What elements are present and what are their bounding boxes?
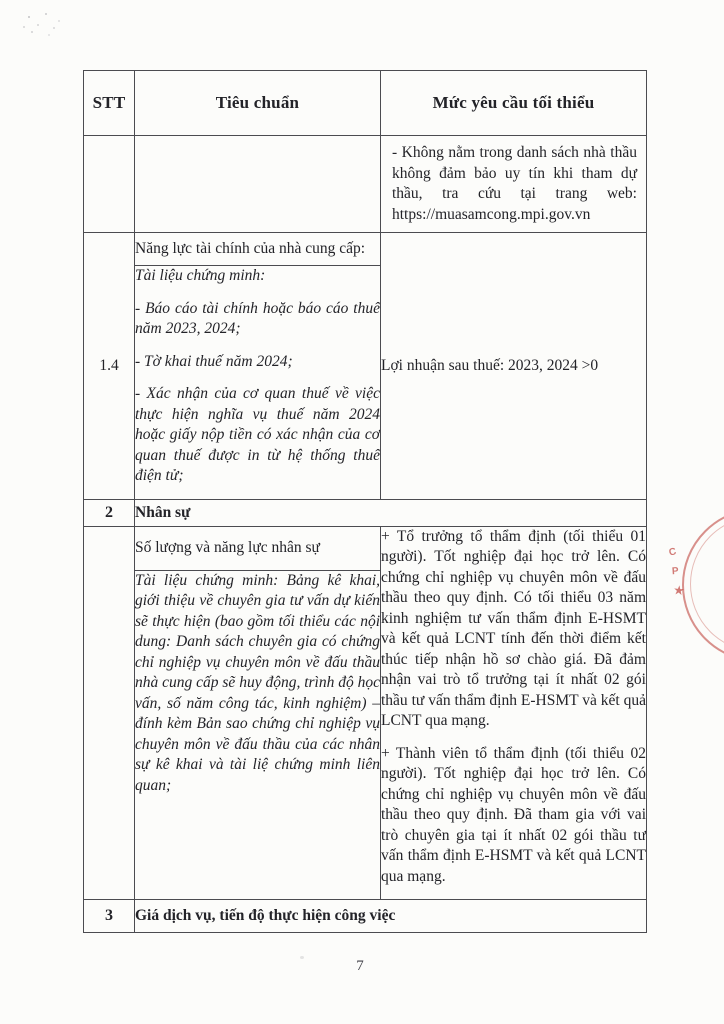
cell-personnel-criterion-title: Số lượng và năng lực nhân sự: [135, 526, 381, 570]
cell-stt-empty: [84, 136, 135, 233]
scan-artifact-specks: [0, 0, 2, 2]
row-personnel-title: [84, 526, 647, 570]
header-tieu-chuan: Tiêu chuẩn: [135, 71, 381, 136]
header-stt: STT: [84, 71, 135, 136]
row-1-4-title: [84, 233, 647, 266]
header-muc-yeu-cau-toi-thieu: Mức yêu cầu tối thiểu: [381, 71, 647, 136]
cell-section-3-title: Giá dịch vụ, tiến độ thực hiện công việc: [135, 900, 647, 933]
cell-stt-personnel-empty: [84, 526, 135, 900]
scan-artifact-speck: [300, 956, 304, 959]
cell-section-2-title: Nhân sự: [135, 499, 647, 526]
cell-stt-1-4: 1.4: [84, 233, 135, 500]
page-number: 7: [356, 958, 364, 974]
evidence-item-3: - Xác nhận của cơ quan thuế về việc thực hiện nghĩa vụ thuế năm 2024 hoặc giấy nộp tiền có xác nhận của cơ quan thuế được in từ hệ thống thuế điện tử;: [135, 385, 380, 484]
cell-stt-2: 2: [84, 499, 135, 526]
cell-personnel-evidence: [135, 570, 381, 899]
cell-stt-3: 3: [84, 900, 135, 933]
personnel-evidence-text: Tài liệu chứng minh: Bảng kê khai, giới thiệu về chuyên gia tư vấn dự kiến sẽ thực hiện (bao gồm tối thiểu các nội dung: Danh sách chuyên gia có chứng chỉ nghiệp vụ chuyên môn về đấu thầu nhà cung cấp sẽ huy động, trình độ học vấn, số năm công tác, kinh nghiệm) – đính kèm Bản sao chứng chỉ nghiệp vụ chuyên môn về đấu thầu của các nhân sự kê khai và tài liệ chứng minh liên quan;: [135, 571, 380, 794]
row-reputation: [84, 136, 647, 233]
evidence-item-2: - Tờ khai thuế năm 2024;: [135, 352, 293, 370]
cell-personnel-requirement: [381, 526, 647, 900]
cell-criterion-empty: [135, 136, 381, 233]
table-header-row: [84, 71, 647, 136]
cell-financial-evidence: [135, 266, 381, 500]
cell-profit-requirement: Lợi nhuận sau thuế: 2023, 2024 >0: [381, 233, 647, 500]
stamp-star-icon: ★: [673, 584, 685, 598]
personnel-requirement-paragraph-2: + Thành viên tổ thẩm định (tối thiểu 02 người). Tốt nghiệp đại học trở lên. Có chứng chỉ nghiệp vụ chuyên môn về đấu thầu theo quy định. Đã tham gia với vai trò chuyên gia tại ít nhất 02 gói thầu tư vấn thẩm định E-HSMT và kết quả LCNT qua mạng.: [381, 744, 646, 885]
stamp-letter: C: [667, 546, 678, 559]
evidence-item-1: - Báo cáo tài chính hoặc báo cáo thuế năm 2023, 2024;: [135, 299, 380, 337]
cell-reputation-requirement: [381, 136, 647, 233]
reputation-requirement-text: - Không nằm trong danh sách nhà thầu không đảm bảo uy tín khi tham dự thầu, tra cứu tại trang web: https://muasamcong.mpi.gov.vn: [392, 144, 637, 223]
row-section-3: [84, 900, 647, 933]
stamp-letter: P: [671, 565, 680, 578]
personnel-requirement-paragraph-1: + Tổ trưởng tổ thẩm định (tối thiểu 01 người). Tốt nghiệp đại học trở lên. Có chứng chỉ nghiệp vụ chuyên môn về đấu thầu theo quy định. Có tối thiểu 03 năm kinh nghiệm tư vấn thẩm định E-HSMT và kết quả LCNT tính đến thời điểm kết thúc tiếp nhận hồ sơ chào giá. Đã đảm nhận vai trò tổ trưởng tại ít nhất 02 gói thầu tư vấn thẩm định E-HSMT và kết quả LCNT qua mạng.: [381, 527, 646, 729]
row-section-2: [84, 499, 647, 526]
evidence-heading: Tài liệu chứng minh:: [135, 267, 266, 284]
cell-financial-capacity-title: Năng lực tài chính của nhà cung cấp:: [135, 233, 381, 266]
evaluation-criteria-table: [83, 70, 647, 933]
